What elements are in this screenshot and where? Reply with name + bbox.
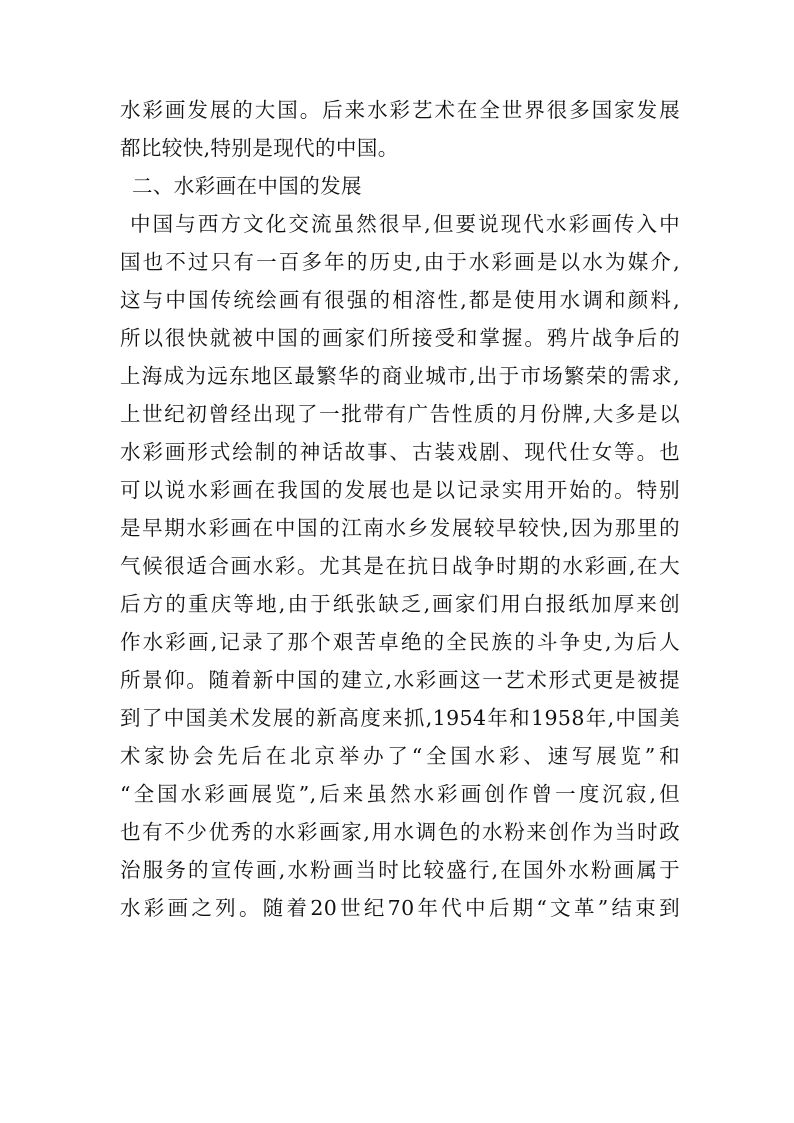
text-line: 是早期水彩画在中国的江南水乡发展较早较快,因为那里的	[120, 516, 680, 540]
text-line: 也有不少优秀的水彩画家,用水调色的水粉来创作为当时政	[120, 820, 680, 844]
text-line: 水彩画发展的大国。后来水彩艺术在全世界很多国家发展	[120, 98, 680, 122]
text-line: 上世纪初曾经出现了一批带有广告性质的月份牌,大多是以	[120, 402, 680, 426]
text-line: 到了中国美术发展的新高度来抓,1954年和1958年,中国美	[120, 706, 680, 730]
text-line: 作水彩画,记录了那个艰苦卓绝的全民族的斗争史,为后人	[120, 630, 680, 654]
text-line: 上海成为远东地区最繁华的商业城市,出于市场繁荣的需求,	[120, 364, 680, 388]
text-line: 水彩画形式绘制的神话故事、古装戏剧、现代仕女等。也	[120, 440, 680, 464]
text-line: “全国水彩画展览”,后来虽然水彩画创作曾一度沉寂,但	[120, 782, 680, 806]
text-line: 术家协会先后在北京举办了“全国水彩、速写展览”和	[120, 744, 680, 768]
text-line: 治服务的宣传画,水粉画当时比较盛行,在国外水粉画属于	[120, 858, 680, 882]
text-line: 都比较快,特别是现代的中国。	[120, 136, 399, 160]
text-line: 中国与西方文化交流虽然很早,但要说现代水彩画传入中	[130, 212, 680, 236]
text-line: 所景仰。随着新中国的建立,水彩画这一艺术形式更是被提	[120, 668, 680, 692]
text-line: 所以很快就被中国的画家们所接受和掌握。鸦片战争后的	[120, 326, 680, 350]
text-line: 国也不过只有一百多年的历史,由于水彩画是以水为媒介,	[120, 250, 680, 274]
text-line: 这与中国传统绘画有很强的相溶性,都是使用水调和颜料,	[120, 288, 680, 312]
text-line: 可以说水彩画在我国的发展也是以记录实用开始的。特别	[120, 478, 680, 502]
text-line: 后方的重庆等地,由于纸张缺乏,画家们用白报纸加厚来创	[120, 592, 680, 616]
text-line: 水彩画之列。随着20世纪70年代中后期“文革”结束到	[120, 896, 680, 920]
body-text	[120, 91, 680, 927]
section-heading: 二、水彩画在中国的发展	[132, 174, 362, 198]
text-line: 气候很适合画水彩。尤其是在抗日战争时期的水彩画,在大	[120, 554, 680, 578]
